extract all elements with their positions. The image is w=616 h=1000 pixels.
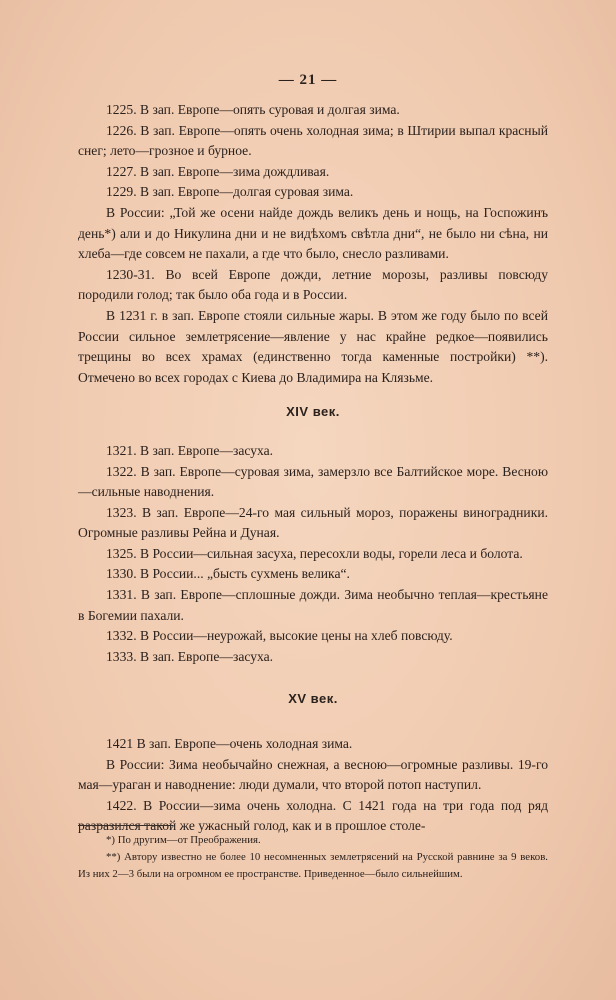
entry-1321: 1321. В зап. Европе—засуха. xyxy=(106,442,274,458)
section-heading-14th-century: XIV век. xyxy=(286,404,340,420)
entry-1421-russia: В России: Зима необычайно снежная, а весною—огромные разливы. 19-го мая—ураган и наводнение: люди думали, что второй потоп наступил. xyxy=(78,756,548,793)
entry-1231: В 1231 г. в зап. Европе стояли сильные жары. В этом же году было по всей России сильное землетрясение—явление у нас крайне редкое—появились трещины во всех храмах (единственно тогда каменные постройки) **). Отмечено во всех городах с Киева до Владимира на Клязьме. xyxy=(78,307,548,385)
entry-1322: 1322. В зап. Европе—суровая зима, замерзло все Балтийское море. Весною—сильные наводнения. xyxy=(78,463,548,500)
entry-1225: 1225. В зап. Европе—опять суровая и долгая зима. xyxy=(106,102,400,117)
footnote-divider xyxy=(78,825,173,826)
entry-1323: 1323. В зап. Европе—24-го мая сильный мороз, поражены виноградники. Огромные разливы Рейна и Дуная. xyxy=(78,504,548,541)
entry-1333: 1333. В зап. Европе—засуха. xyxy=(106,648,274,664)
section-heading-15th-century: XV век. xyxy=(288,691,338,707)
entry-1330: 1330. В России... „бысть сухмень велика“. xyxy=(106,566,350,582)
entry-1226: 1226. В зап. Европе—опять очень холодная зима; в Штирии выпал красный снег; лето—грозное и бурное. xyxy=(78,122,548,159)
entry-1230-31: 1230-31. Во всей Европе дожди, летние морозы, разливы повсюду породили голод; так было оба года и в России. xyxy=(78,266,548,303)
entry-1229-russia: В России: „Той же осени найде дождь великъ день и нощь, на Госпожинъ день*) али и до Никулина дни и не видѣхомъ свѣтла дни“, не было ни сѣна, ни хлеба—где совсем не пахали, а где что было, снесло разливами. xyxy=(78,204,548,262)
page-number: — 21 — xyxy=(278,72,338,88)
entry-1227: 1227. В зап. Европе—зима дождливая. xyxy=(106,163,330,179)
entry-1332: 1332. В России—неурожай, высокие цены на хлеб повсюду. xyxy=(106,628,453,644)
entry-1229: 1229. В зап. Европе—долгая суровая зима. xyxy=(106,184,354,200)
entry-1325: 1325. В России—сильная засуха, пересохли воды, горели леса и болота. xyxy=(106,545,523,561)
footnote-1: *) По другим—от Преображения. xyxy=(106,834,261,846)
footnotes xyxy=(78,832,548,883)
entry-1421: 1421 В зап. Европе—очень холодная зима. xyxy=(106,736,353,752)
footnote-2: **) Автору известно не более 10 несомненных землетрясений на Русской равнине за 9 веков. Из них 2—3 были на огромном ее пространстве. Приведенное—было сильнейшим. xyxy=(78,851,548,880)
main-text xyxy=(78,100,548,837)
entry-1331: 1331. В зап. Европе—сплошные дожди. Зима необычно теплая—крестьяне в Богемии пахали. xyxy=(78,587,548,623)
entry-1422: 1422. В России—зима очень холодна. С 1421 года на три года под ряд разразился такой же ужасный голод, как и в прошлое столе- xyxy=(78,797,548,834)
